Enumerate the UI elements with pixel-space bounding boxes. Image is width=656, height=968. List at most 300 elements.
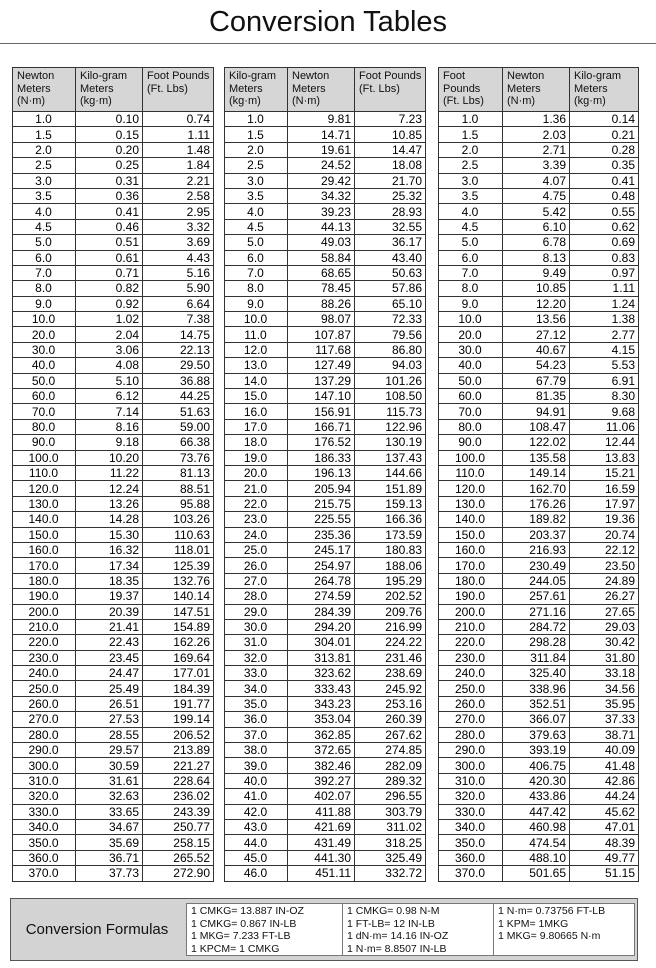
table-cell: 11.22 — [76, 465, 143, 480]
table-cell: 43.40 — [355, 250, 426, 265]
table-cell: 240.0 — [439, 666, 503, 681]
table-cell: 238.69 — [355, 666, 426, 681]
table-row — [439, 265, 639, 280]
table-cell: 90.0 — [439, 435, 503, 450]
table-cell: 57.86 — [355, 281, 426, 296]
table-cell: 10.0 — [225, 312, 288, 327]
formula-line: 1 CMKG= 13.887 IN-OZ — [191, 905, 304, 917]
table-cell: 73.76 — [143, 450, 214, 465]
table-row — [225, 373, 426, 388]
table-cell: 186.33 — [288, 450, 355, 465]
table-cell: 24.0 — [225, 527, 288, 542]
table-cell: 199.14 — [143, 712, 214, 727]
table-row — [13, 188, 214, 203]
table-cell: 1.48 — [143, 142, 214, 157]
table-row — [225, 512, 426, 527]
table-cell: 200.0 — [13, 604, 76, 619]
table-cell: 210.0 — [439, 619, 503, 634]
table-cell: 14.75 — [143, 327, 214, 342]
table-cell: 340.0 — [439, 819, 503, 834]
table-cell: 81.35 — [503, 389, 570, 404]
table-cell: 284.72 — [503, 619, 570, 634]
table-cell: 188.06 — [355, 558, 426, 573]
table-cell: 108.50 — [355, 389, 426, 404]
table-cell: 147.51 — [143, 604, 214, 619]
table-cell: 284.39 — [288, 604, 355, 619]
table-cell: 318.25 — [355, 835, 426, 850]
table-row — [13, 142, 214, 157]
table-cell: 5.90 — [143, 281, 214, 296]
table-cell: 30.0 — [13, 342, 76, 357]
table-row — [225, 635, 426, 650]
table-cell: 8.0 — [225, 281, 288, 296]
table-row — [439, 681, 639, 696]
table-row — [225, 204, 426, 219]
table-row — [225, 835, 426, 850]
table-cell: 5.42 — [503, 204, 570, 219]
table-row — [439, 450, 639, 465]
table-row — [13, 789, 214, 804]
title-divider — [0, 43, 656, 44]
kilogram-meters-conversion-table — [224, 67, 426, 882]
table-cell: 362.85 — [288, 727, 355, 742]
table-cell: 360.0 — [439, 850, 503, 865]
table-cell: 13.83 — [570, 450, 639, 465]
table-cell: 127.49 — [288, 358, 355, 373]
table-cell: 190.0 — [439, 589, 503, 604]
table-cell: 20.39 — [76, 604, 143, 619]
formula-line: 1 MKG= 9.80665 N·m — [498, 930, 601, 943]
column-header: Kilo-gram Meters (kg·m) — [570, 68, 639, 112]
table-cell: 303.79 — [355, 804, 426, 819]
table-cell: 37.0 — [225, 727, 288, 742]
table-cell: 330.0 — [439, 804, 503, 819]
table-cell: 190.0 — [13, 589, 76, 604]
table-cell: 170.0 — [13, 558, 76, 573]
table-cell: 107.87 — [288, 327, 355, 342]
table-row — [225, 419, 426, 434]
formula-line: 1 KPCM= 1 CMKG — [191, 942, 280, 955]
table-cell: 325.49 — [355, 850, 426, 865]
table-row — [439, 404, 639, 419]
table-cell: 90.0 — [13, 435, 76, 450]
formula-line: 1 KPM= 1MKG — [498, 917, 569, 930]
table-row — [225, 435, 426, 450]
table-cell: 2.77 — [570, 327, 639, 342]
table-row — [439, 496, 639, 511]
table-cell: 68.65 — [288, 265, 355, 280]
table-cell: 264.78 — [288, 573, 355, 588]
table-cell: 78.45 — [288, 281, 355, 296]
table-row — [225, 112, 426, 127]
formula-line: 1 dN·m= 14.16 IN-OZ — [347, 930, 449, 943]
table-cell: 36.88 — [143, 373, 214, 388]
table-cell: 144.66 — [355, 465, 426, 480]
table-cell: 411.88 — [288, 804, 355, 819]
table-row — [225, 296, 426, 311]
table-row — [13, 696, 214, 711]
table-cell: 267.62 — [355, 727, 426, 742]
table-cell: 117.68 — [288, 342, 355, 357]
table-cell: 216.99 — [355, 619, 426, 634]
table-cell: 290.0 — [13, 743, 76, 758]
table-cell: 59.00 — [143, 419, 214, 434]
table-cell: 421.69 — [288, 819, 355, 834]
table-cell: 225.55 — [288, 512, 355, 527]
table-row — [439, 589, 639, 604]
table-cell: 25.49 — [76, 681, 143, 696]
table-cell: 7.0 — [439, 265, 503, 280]
table-cell: 38.71 — [570, 727, 639, 742]
column-header: Kilo-gram Meters (kg·m) — [225, 68, 288, 112]
table-row — [225, 573, 426, 588]
table-cell: 296.55 — [355, 789, 426, 804]
table-row — [13, 619, 214, 634]
table-cell: 154.89 — [143, 619, 214, 634]
table-cell: 16.0 — [225, 404, 288, 419]
table-cell: 24.47 — [76, 666, 143, 681]
table-cell: 40.67 — [503, 342, 570, 357]
table-cell: 205.94 — [288, 481, 355, 496]
table-row — [439, 758, 639, 773]
table-cell: 350.0 — [13, 835, 76, 850]
table-row — [439, 112, 639, 127]
table-cell: 0.97 — [570, 265, 639, 280]
table-cell: 22.0 — [225, 496, 288, 511]
table-cell: 166.36 — [355, 512, 426, 527]
table-cell: 206.52 — [143, 727, 214, 742]
table-cell: 1.5 — [13, 127, 76, 142]
table-cell: 66.38 — [143, 435, 214, 450]
table-cell: 2.95 — [143, 204, 214, 219]
table-row — [13, 127, 214, 142]
table-cell: 41.48 — [570, 758, 639, 773]
table-row — [13, 204, 214, 219]
table-cell: 28.55 — [76, 727, 143, 742]
table-cell: 4.0 — [225, 204, 288, 219]
formula-column — [186, 903, 343, 956]
table-row — [13, 219, 214, 234]
table-cell: 3.5 — [13, 188, 76, 203]
table-cell: 0.15 — [76, 127, 143, 142]
table-cell: 44.13 — [288, 219, 355, 234]
table-cell: 37.73 — [76, 866, 143, 881]
table-cell: 209.76 — [355, 604, 426, 619]
table-cell: 343.23 — [288, 696, 355, 711]
table-cell: 338.96 — [503, 681, 570, 696]
table-cell: 243.39 — [143, 804, 214, 819]
table-row — [13, 866, 214, 881]
table-cell: 0.74 — [143, 112, 214, 127]
table-cell: 8.30 — [570, 389, 639, 404]
table-cell: 34.56 — [570, 681, 639, 696]
table-cell: 370.0 — [439, 866, 503, 881]
table-cell: 420.30 — [503, 773, 570, 788]
table-cell: 360.0 — [13, 850, 76, 865]
table-cell: 110.0 — [439, 465, 503, 480]
table-row — [13, 112, 214, 127]
table-cell: 88.26 — [288, 296, 355, 311]
table-cell: 40.09 — [570, 743, 639, 758]
table-cell: 33.65 — [76, 804, 143, 819]
table-cell: 19.61 — [288, 142, 355, 157]
table-row — [439, 373, 639, 388]
table-cell: 202.52 — [355, 589, 426, 604]
table-row — [225, 789, 426, 804]
table-row — [13, 512, 214, 527]
table-cell: 311.84 — [503, 650, 570, 665]
table-cell: 245.92 — [355, 681, 426, 696]
table-row — [225, 265, 426, 280]
table-cell: 9.68 — [570, 404, 639, 419]
table-cell: 24.52 — [288, 158, 355, 173]
table-row — [225, 404, 426, 419]
table-row — [13, 281, 214, 296]
table-cell: 4.75 — [503, 188, 570, 203]
table-cell: 19.36 — [570, 512, 639, 527]
table-row — [439, 727, 639, 742]
table-row — [439, 866, 639, 881]
table-cell: 0.28 — [570, 142, 639, 157]
table-row — [439, 650, 639, 665]
table-cell: 24.89 — [570, 573, 639, 588]
table-row — [13, 819, 214, 834]
table-row — [439, 819, 639, 834]
table-row — [439, 696, 639, 711]
table-cell: 11.06 — [570, 419, 639, 434]
table-row — [225, 727, 426, 742]
table-cell: 81.13 — [143, 465, 214, 480]
table-cell: 45.62 — [570, 804, 639, 819]
table-row — [439, 666, 639, 681]
table-cell: 26.51 — [76, 696, 143, 711]
table-row — [13, 389, 214, 404]
table-cell: 1.5 — [225, 127, 288, 142]
table-row — [439, 250, 639, 265]
table-cell: 3.69 — [143, 235, 214, 250]
table-cell: 5.16 — [143, 265, 214, 280]
column-header: Foot Pounds (Ft. Lbs) — [439, 68, 503, 112]
table-cell: 140.0 — [13, 512, 76, 527]
table-cell: 203.37 — [503, 527, 570, 542]
table-cell: 21.0 — [225, 481, 288, 496]
table-row — [439, 527, 639, 542]
table-cell: 35.69 — [76, 835, 143, 850]
table-row — [439, 342, 639, 357]
table-cell: 4.0 — [439, 204, 503, 219]
table-row — [439, 835, 639, 850]
table-cell: 258.15 — [143, 835, 214, 850]
table-cell: 320.0 — [13, 789, 76, 804]
table-cell: 180.83 — [355, 542, 426, 557]
foot-pounds-conversion-table — [438, 67, 639, 882]
table-cell: 0.46 — [76, 219, 143, 234]
table-row — [13, 743, 214, 758]
table-cell: 2.0 — [225, 142, 288, 157]
formula-column — [493, 903, 635, 956]
table-row — [13, 327, 214, 342]
table-row — [225, 142, 426, 157]
table-cell: 350.0 — [439, 835, 503, 850]
table-cell: 25.0 — [225, 542, 288, 557]
column-header: Foot Pounds (Ft. Lbs) — [355, 68, 426, 112]
table-row — [13, 542, 214, 557]
table-cell: 282.09 — [355, 758, 426, 773]
table-cell: 5.10 — [76, 373, 143, 388]
table-cell: 4.5 — [439, 219, 503, 234]
table-row — [439, 604, 639, 619]
table-cell: 2.5 — [225, 158, 288, 173]
table-cell: 28.93 — [355, 204, 426, 219]
table-cell: 270.0 — [13, 712, 76, 727]
table-cell: 254.97 — [288, 558, 355, 573]
table-cell: 310.0 — [13, 773, 76, 788]
table-cell: 46.0 — [225, 866, 288, 881]
table-cell: 6.78 — [503, 235, 570, 250]
table-cell: 451.11 — [288, 866, 355, 881]
table-row — [13, 312, 214, 327]
table-cell: 23.45 — [76, 650, 143, 665]
table-cell: 30.0 — [439, 342, 503, 357]
table-cell: 313.81 — [288, 650, 355, 665]
table-cell: 0.92 — [76, 296, 143, 311]
table-cell: 2.5 — [439, 158, 503, 173]
table-cell: 31.61 — [76, 773, 143, 788]
table-row — [13, 835, 214, 850]
table-row — [439, 850, 639, 865]
table-cell: 110.0 — [13, 465, 76, 480]
column-header: Kilo-gram Meters (kg·m) — [76, 68, 143, 112]
table-cell: 0.51 — [76, 235, 143, 250]
table-cell: 65.10 — [355, 296, 426, 311]
table-row — [439, 389, 639, 404]
table-cell: 80.0 — [439, 419, 503, 434]
table-cell: 13.26 — [76, 496, 143, 511]
table-cell: 0.62 — [570, 219, 639, 234]
table-cell: 32.55 — [355, 219, 426, 234]
table-row — [439, 743, 639, 758]
table-cell: 156.91 — [288, 404, 355, 419]
table-cell: 180.0 — [439, 573, 503, 588]
table-cell: 49.77 — [570, 850, 639, 865]
table-cell: 5.0 — [225, 235, 288, 250]
table-row — [13, 850, 214, 865]
table-cell: 0.14 — [570, 112, 639, 127]
table-cell: 33.0 — [225, 666, 288, 681]
table-row — [225, 496, 426, 511]
table-cell: 4.08 — [76, 358, 143, 373]
table-cell: 41.0 — [225, 789, 288, 804]
table-row — [225, 450, 426, 465]
table-row — [225, 650, 426, 665]
table-cell: 6.91 — [570, 373, 639, 388]
table-cell: 7.23 — [355, 112, 426, 127]
table-cell: 45.0 — [225, 850, 288, 865]
table-cell: 166.71 — [288, 419, 355, 434]
table-cell: 231.46 — [355, 650, 426, 665]
table-cell: 210.0 — [13, 619, 76, 634]
formula-line: 1 CMKG= 0.98 N-M — [347, 905, 440, 917]
table-row — [439, 558, 639, 573]
table-cell: 2.0 — [13, 142, 76, 157]
table-cell: 160.0 — [439, 542, 503, 557]
table-row — [225, 619, 426, 634]
table-cell: 230.49 — [503, 558, 570, 573]
table-cell: 50.0 — [439, 373, 503, 388]
table-row — [13, 773, 214, 788]
table-cell: 3.06 — [76, 342, 143, 357]
table-row — [439, 127, 639, 142]
table-cell: 333.43 — [288, 681, 355, 696]
table-cell: 169.64 — [143, 650, 214, 665]
table-row — [439, 327, 639, 342]
table-row — [225, 127, 426, 142]
table-row — [225, 681, 426, 696]
table-cell: 49.03 — [288, 235, 355, 250]
table-row — [13, 527, 214, 542]
table-cell: 122.02 — [503, 435, 570, 450]
table-cell: 32.63 — [76, 789, 143, 804]
table-cell: 1.02 — [76, 312, 143, 327]
table-cell: 80.0 — [13, 419, 76, 434]
table-cell: 1.38 — [570, 312, 639, 327]
table-row — [13, 419, 214, 434]
table-cell: 0.83 — [570, 250, 639, 265]
table-cell: 37.33 — [570, 712, 639, 727]
table-cell: 34.32 — [288, 188, 355, 203]
table-cell: 130.0 — [13, 496, 76, 511]
table-cell: 2.03 — [503, 127, 570, 142]
table-cell: 159.13 — [355, 496, 426, 511]
table-cell: 101.26 — [355, 373, 426, 388]
table-cell: 27.65 — [570, 604, 639, 619]
table-cell: 304.01 — [288, 635, 355, 650]
table-cell: 108.47 — [503, 419, 570, 434]
table-cell: 441.30 — [288, 850, 355, 865]
table-cell: 366.07 — [503, 712, 570, 727]
table-cell: 31.80 — [570, 650, 639, 665]
table-cell: 340.0 — [13, 819, 76, 834]
table-cell: 44.0 — [225, 835, 288, 850]
table-cell: 10.0 — [13, 312, 76, 327]
table-cell: 19.0 — [225, 450, 288, 465]
table-row — [439, 235, 639, 250]
table-cell: 7.0 — [225, 265, 288, 280]
table-cell: 30.0 — [225, 619, 288, 634]
table-cell: 132.76 — [143, 573, 214, 588]
table-cell: 0.82 — [76, 281, 143, 296]
table-row — [439, 573, 639, 588]
table-row — [439, 512, 639, 527]
table-cell: 431.49 — [288, 835, 355, 850]
table-row — [439, 204, 639, 219]
table-cell: 7.38 — [143, 312, 214, 327]
table-cell: 353.04 — [288, 712, 355, 727]
table-cell: 170.0 — [439, 558, 503, 573]
table-body — [225, 112, 426, 882]
table-row — [13, 573, 214, 588]
table-cell: 235.36 — [288, 527, 355, 542]
table-cell: 0.36 — [76, 188, 143, 203]
table-cell: 298.28 — [503, 635, 570, 650]
table-row — [13, 158, 214, 173]
table-cell: 150.0 — [13, 527, 76, 542]
table-cell: 103.26 — [143, 512, 214, 527]
table-cell: 195.29 — [355, 573, 426, 588]
table-cell: 228.64 — [143, 773, 214, 788]
table-cell: 189.82 — [503, 512, 570, 527]
table-cell: 125.39 — [143, 558, 214, 573]
